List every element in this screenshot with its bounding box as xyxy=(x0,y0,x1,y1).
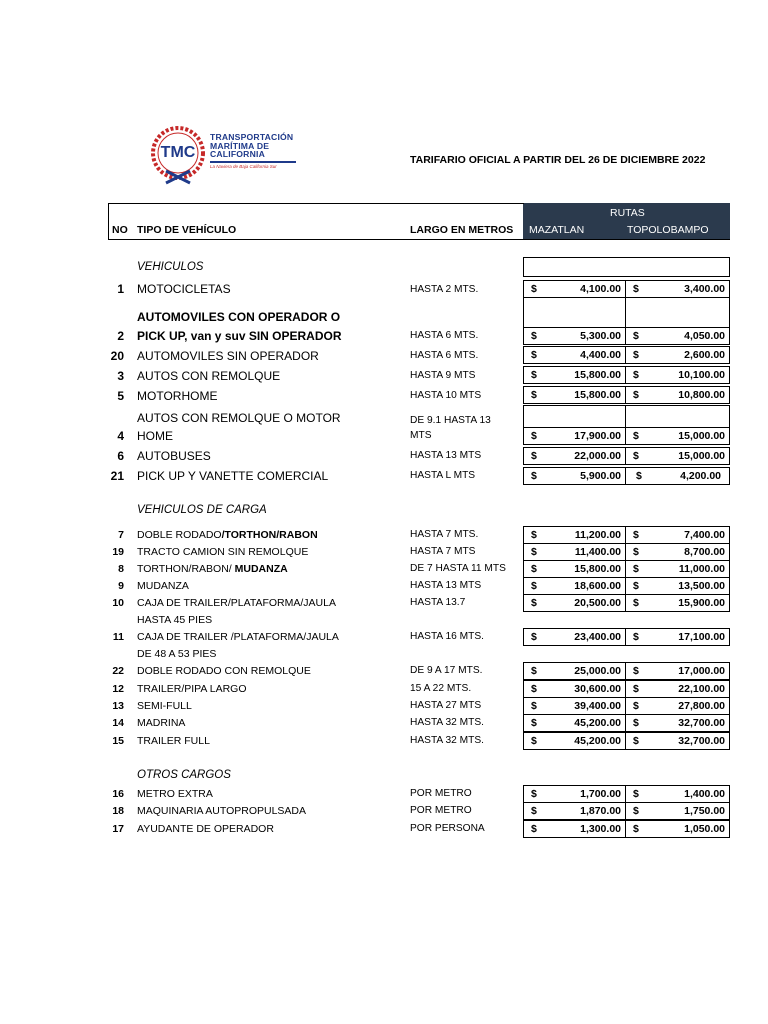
section-vehiculos: VEHICULOS xyxy=(137,261,204,273)
header-top-rule xyxy=(108,203,524,204)
price-mazatlan: $ 18,600.00 xyxy=(523,577,626,595)
row-no: 18 xyxy=(112,805,124,817)
row-desc: MOTOCICLETAS xyxy=(137,282,231,296)
price-topolobampo: $ 27,800.00 xyxy=(625,697,730,715)
row-desc: MAQUINARIA AUTOPROPULSADA xyxy=(137,805,307,817)
row-no: 3 xyxy=(117,369,124,383)
row-no: 4 xyxy=(117,429,124,443)
row-no: 1 xyxy=(117,282,124,296)
row-len: HASTA L MTS xyxy=(410,470,476,481)
rutas-label: RUTAS xyxy=(610,207,645,219)
row-len: HASTA 6 MTS. xyxy=(410,350,479,361)
price-mazatlan: $ 5,900.00 xyxy=(523,467,626,485)
row-len: HASTA 9 MTS xyxy=(410,370,476,381)
price-topolobampo: $ 13,500.00 xyxy=(625,577,730,595)
empty-price-spacer xyxy=(523,405,626,427)
price-mazatlan: $ 45,200.00 xyxy=(523,732,626,750)
logo-abbrev: TMC xyxy=(160,144,196,161)
row-no: 6 xyxy=(117,449,124,463)
row-len-line1: DE 9.1 HASTA 13 xyxy=(410,415,491,426)
row-desc-line2: HOME xyxy=(137,429,173,443)
price-topolobampo: $ 8,700.00 xyxy=(625,543,730,561)
price-mazatlan: $ 4,400.00 xyxy=(523,346,626,364)
price-topolobampo: $ 3,400.00 xyxy=(625,280,730,298)
row-len: POR PERSONA xyxy=(410,823,485,834)
row-desc-line2: HASTA 45 PIES xyxy=(137,614,213,626)
empty-price-header xyxy=(523,257,730,277)
price-topolobampo: $ 10,800.00 xyxy=(625,386,730,404)
routes-header xyxy=(523,203,730,239)
row-desc: AUTOBUSES xyxy=(137,449,211,463)
logo-tagline: La Naviera de Baja California Sur xyxy=(210,164,277,169)
price-mazatlan: $ 39,400.00 xyxy=(523,697,626,715)
row-no: 20 xyxy=(110,349,124,363)
row-len: POR METRO xyxy=(410,805,472,816)
col-no: NO xyxy=(112,224,128,236)
price-mazatlan: $ 11,400.00 xyxy=(523,543,626,561)
row-desc: PICK UP Y VANETTE COMERCIAL xyxy=(137,469,329,483)
empty-price-spacer xyxy=(625,405,730,427)
row-len: HASTA 7 MTS xyxy=(410,546,476,557)
row-len: HASTA 13.7 xyxy=(410,597,466,608)
row-len: HASTA 10 MTS xyxy=(410,390,482,401)
price-mazatlan: $ 20,500.00 xyxy=(523,594,626,612)
row-desc: TRACTO CAMION SIN REMOLQUE xyxy=(137,546,309,558)
price-topolobampo: $ 1,050.00 xyxy=(625,820,730,838)
price-mazatlan: $ 23,400.00 xyxy=(523,628,626,646)
row-desc: MUDANZA xyxy=(137,580,189,592)
row-desc: MOTORHOME xyxy=(137,389,218,403)
row-desc: TORTHON/RABON/ MUDANZA xyxy=(137,563,288,575)
price-mazatlan: $ 15,800.00 xyxy=(523,560,626,578)
row-no: 8 xyxy=(118,563,124,575)
row-desc-line1: CAJA DE TRAILER/PLATAFORMA/JAULA xyxy=(137,597,336,609)
row-desc: MADRINA xyxy=(137,717,186,729)
row-no: 14 xyxy=(112,717,124,729)
empty-price-spacer xyxy=(625,297,730,327)
section-carga: VEHICULOS DE CARGA xyxy=(137,504,267,516)
row-len: HASTA 27 MTS xyxy=(410,700,482,711)
row-desc-line1: AUTOMOVILES CON OPERADOR O xyxy=(137,310,341,324)
price-topolobampo: $ 7,400.00 xyxy=(625,526,730,544)
row-len: POR METRO xyxy=(410,788,472,799)
row-len: HASTA 32 MTS. xyxy=(410,717,484,728)
row-no: 7 xyxy=(118,529,124,541)
row-no: 15 xyxy=(112,735,124,747)
row-no: 22 xyxy=(112,665,124,677)
topolobampo-label: TOPOLOBAMPO xyxy=(627,224,709,236)
empty-price-spacer xyxy=(523,297,626,327)
row-desc: AUTOMOVILES SIN OPERADOR xyxy=(137,349,319,363)
page-title: TARIFARIO OFICIAL A PARTIR DEL 26 DE DICIEMBRE 2022 xyxy=(410,154,706,166)
row-desc-line2: DE 48 A 53 PIES xyxy=(137,648,217,660)
price-mazatlan: $ 30,600.00 xyxy=(523,680,626,698)
logo-name: TRANSPORTACIÓN MARÍTIMA DE CALIFORNIA xyxy=(210,132,294,160)
row-len: HASTA 16 MTS. xyxy=(410,631,484,642)
row-len: HASTA 7 MTS. xyxy=(410,529,479,540)
price-topolobampo: $ 2,600.00 xyxy=(625,346,730,364)
price-topolobampo: $ 15,000.00 xyxy=(625,447,730,465)
row-len: HASTA 2 MTS. xyxy=(410,284,479,295)
price-topolobampo: $ 11,000.00 xyxy=(625,560,730,578)
price-topolobampo: $ 1,750.00 xyxy=(625,802,730,820)
price-mazatlan: $ 1,300.00 xyxy=(523,820,626,838)
row-desc: DOBLE RODADO CON REMOLQUE xyxy=(137,665,311,677)
price-mazatlan: $ 1,870.00 xyxy=(523,802,626,820)
header-bottom-rule xyxy=(108,239,730,240)
row-desc: METRO EXTRA xyxy=(137,788,213,800)
row-no: 2 xyxy=(117,329,124,343)
price-topolobampo: $ 15,000.00 xyxy=(625,427,730,445)
row-len: DE 9 A 17 MTS. xyxy=(410,665,483,676)
row-desc: SEMI-FULL xyxy=(137,700,192,712)
price-mazatlan: $ 25,000.00 xyxy=(523,662,626,680)
row-len: DE 7 HASTA 11 MTS xyxy=(410,563,506,574)
row-desc: TRAILER FULL xyxy=(137,735,210,747)
row-desc: AYUDANTE DE OPERADOR xyxy=(137,823,274,835)
row-desc-line1: CAJA DE TRAILER /PLATAFORMA/JAULA xyxy=(137,631,339,643)
row-no: 16 xyxy=(112,788,124,800)
anchor-rope-icon xyxy=(148,123,208,189)
row-len: 15 A 22 MTS. xyxy=(410,683,472,694)
row-desc: DOBLE RODADO/TORTHON/RABON xyxy=(137,529,318,541)
price-topolobampo: $ 32,700.00 xyxy=(625,714,730,732)
mazatlan-label: MAZATLAN xyxy=(529,224,585,236)
row-no: 17 xyxy=(112,823,124,835)
row-desc: TRAILER/PIPA LARGO xyxy=(137,683,247,695)
row-desc-line1: AUTOS CON REMOLQUE O MOTOR xyxy=(137,411,341,425)
price-topolobampo: $ 4,050.00 xyxy=(625,327,730,345)
row-no: 10 xyxy=(112,597,124,609)
price-topolobampo: $ 17,100.00 xyxy=(625,628,730,646)
row-no: 9 xyxy=(118,580,124,592)
row-len: HASTA 13 MTS xyxy=(410,450,482,461)
price-topolobampo: $ 32,700.00 xyxy=(625,732,730,750)
price-mazatlan: $ 15,800.00 xyxy=(523,386,626,404)
price-mazatlan: $ 5,300.00 xyxy=(523,327,626,345)
col-tipo: TIPO DE VEHÍCULO xyxy=(137,224,237,236)
price-topolobampo: $ 10,100.00 xyxy=(625,366,730,384)
price-mazatlan: $ 15,800.00 xyxy=(523,366,626,384)
price-topolobampo: $ 22,100.00 xyxy=(625,680,730,698)
price-mazatlan: $ 22,000.00 xyxy=(523,447,626,465)
row-no: 13 xyxy=(112,700,124,712)
price-mazatlan: $ 1,700.00 xyxy=(523,785,626,803)
col-largo: LARGO EN METROS xyxy=(410,224,514,236)
row-no: 11 xyxy=(112,631,124,643)
logo-divider xyxy=(210,161,296,163)
row-desc: AUTOS CON REMOLQUE xyxy=(137,369,281,383)
price-mazatlan: $ 17,900.00 xyxy=(523,427,626,445)
row-desc-line2: PICK UP, van y suv SIN OPERADOR xyxy=(137,329,342,343)
row-no: 5 xyxy=(117,389,124,403)
company-logo xyxy=(148,123,308,189)
row-len: HASTA 32 MTS. xyxy=(410,735,484,746)
section-otros: OTROS CARGOS xyxy=(137,769,231,781)
price-topolobampo: $ 15,900.00 xyxy=(625,594,730,612)
header-left-rule xyxy=(108,203,109,239)
price-topolobampo: $ 17,000.00 xyxy=(625,662,730,680)
row-len: HASTA 13 MTS xyxy=(410,580,482,591)
price-mazatlan: $ 45,200.00 xyxy=(523,714,626,732)
price-topolobampo: $ 1,400.00 xyxy=(625,785,730,803)
price-topolobampo: $ 4,200.00 xyxy=(625,467,730,485)
row-len: HASTA 6 MTS. xyxy=(410,330,479,341)
price-mazatlan: $ 11,200.00 xyxy=(523,526,626,544)
row-no: 21 xyxy=(110,469,124,483)
row-no: 19 xyxy=(112,546,124,558)
row-no: 12 xyxy=(112,683,124,695)
price-mazatlan: $ 4,100.00 xyxy=(523,280,626,298)
row-len-line2: MTS xyxy=(410,430,432,441)
